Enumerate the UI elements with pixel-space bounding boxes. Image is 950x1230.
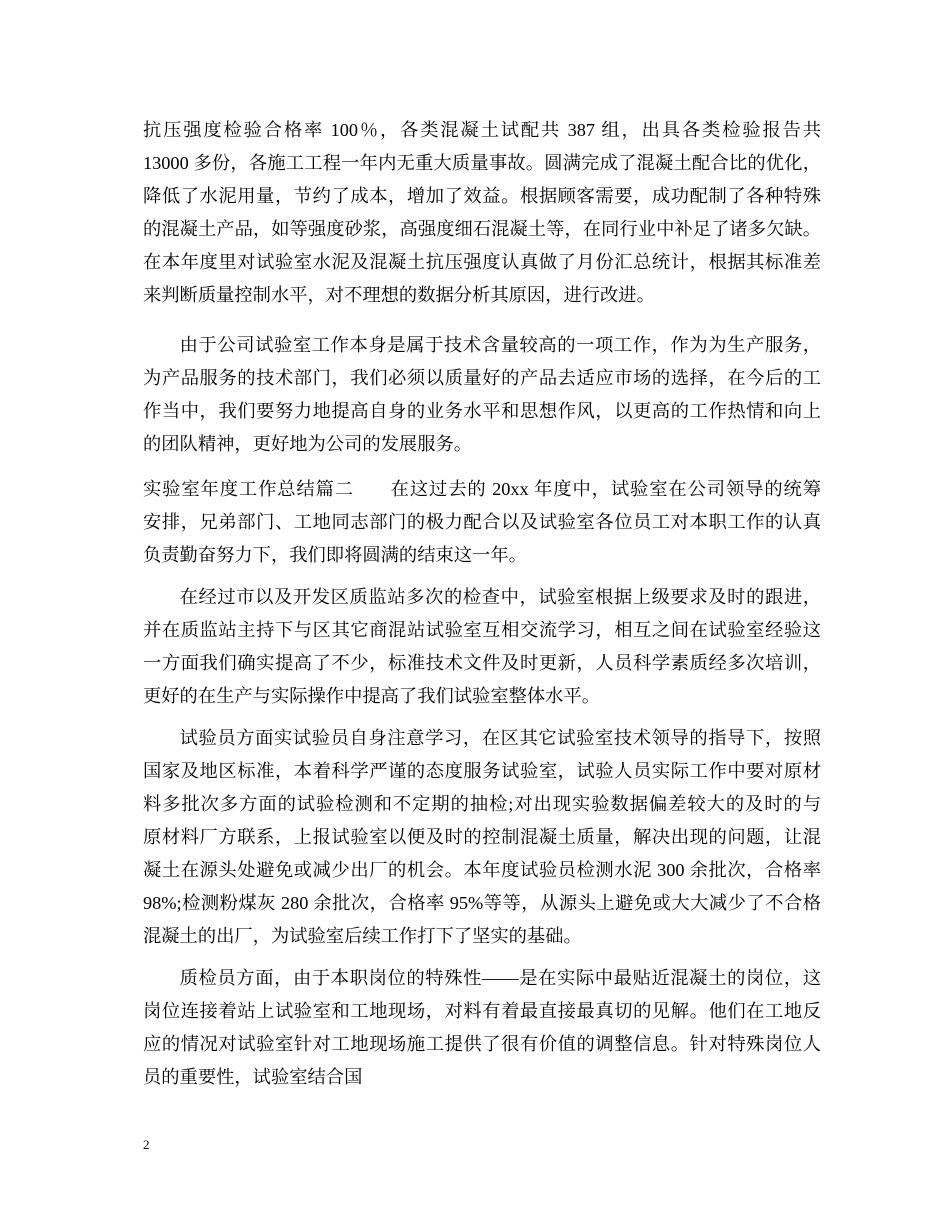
text-line: 岗位连接着站上试验室和工地现场，对料有着最直接最真切的见解。他们在工地反 <box>143 1001 821 1021</box>
text-line: 13000 多份，各施工工程一年内无重大质量事故。圆满完成了混凝土配合比的优化， <box>143 153 821 173</box>
paragraph <box>143 581 821 713</box>
text-line: 国家及地区标准，本着科学严谨的态度服务试验室，试验人员实际工作中要对原材 <box>143 761 821 781</box>
text-line: 应的情况对试验室针对工地现场施工提供了很有价值的调整信息。针对特殊岗位人 <box>143 1034 821 1054</box>
paragraph <box>143 962 821 1094</box>
text-line: 抗压强度检验合格率 100％，各类混凝土试配共 387 组，出具各类检验报告共 <box>143 120 821 140</box>
section-heading: 实验室年度工作总结篇二 <box>143 479 355 499</box>
text-line: 作当中，我们要努力地提高自身的业务水平和思想作风，以更高的工作热情和向上 <box>143 401 821 421</box>
body-text <box>143 114 821 1094</box>
text-line: 更好的在生产与实际操作中提高了我们试验室整体水平。 <box>143 686 601 706</box>
text-line: 降低了水泥用量，节约了成本，增加了效益。根据顾客需要，成功配制了各种特殊 <box>143 186 821 206</box>
text-line: 的混凝土产品，如等强度砂浆，高强度细石混凝土等，在同行业中补足了诸多欠缺。 <box>143 219 821 239</box>
text-line: 98%;检测粉煤灰 280 余批次，合格率 95%等等，从源头上避免或大大减少了不合格 <box>143 893 821 913</box>
text-line: 在经过市以及开发区质监站多次的检查中，试验室根据上级要求及时的跟进， <box>179 587 821 607</box>
text-line: 并在质监站主持下与区其它商混站试验室互相交流学习，相互之间在试验室经验这 <box>143 620 821 640</box>
text-line: 来判断质量控制水平，对不理想的数据分析其原因，进行改进。 <box>143 285 655 305</box>
text-line: 料多批次多方面的试验检测和不定期的抽检;对出现实验数据偏差较大的及时的与 <box>143 794 821 814</box>
text-line: 为产品服务的技术部门，我们必须以质量好的产品去适应市场的选择，在今后的工 <box>143 368 821 388</box>
text-line: 的团队精神，更好地为公司的发展服务。 <box>143 434 473 454</box>
text-line: 在这过去的 20xx 年度中，试验室在公司领导的统筹 <box>390 479 822 499</box>
text-line: 混凝土的出厂，为试验室后续工作打下了坚实的基础。 <box>143 926 582 946</box>
text-line: 安排，兄弟部门、工地同志部门的极力配合以及试验室各位员工对本职工作的认真 <box>143 512 821 532</box>
text-line: 一方面我们确实提高了不少，标准技术文件及时更新，人员科学素质经多次培训， <box>143 653 821 673</box>
text-line: 凝土在源头处避免或减少出厂的机会。本年度试验员检测水泥 300 余批次，合格率 <box>143 860 821 880</box>
text-line: 由于公司试验室工作本身是属于技术含量较高的一项工作，作为为生产服务， <box>179 335 821 355</box>
text-line: 负责勤奋努力下，我们即将圆满的结束这一年。 <box>143 545 527 565</box>
paragraph <box>143 473 821 572</box>
paragraph <box>143 329 821 461</box>
page-number: 2 <box>143 1137 150 1152</box>
text-line: 质检员方面，由于本职岗位的特殊性——是在实际中最贴近混凝土的岗位，这 <box>179 968 821 988</box>
text-line: 试验员方面实试验员自身注意学习，在区其它试验室技术领导的指导下，按照 <box>179 728 821 748</box>
text-line: 在本年度里对试验室水泥及混凝土抗压强度认真做了月份汇总统计，根据其标准差 <box>143 252 821 272</box>
text-line: 原材料厂方联系，上报试验室以便及时的控制混凝土质量，解决出现的问题，让混 <box>143 827 821 847</box>
paragraph <box>143 722 821 953</box>
paragraph <box>143 114 821 312</box>
text-line: 员的重要性，试验室结合国 <box>143 1067 363 1087</box>
heading-line <box>143 473 821 506</box>
